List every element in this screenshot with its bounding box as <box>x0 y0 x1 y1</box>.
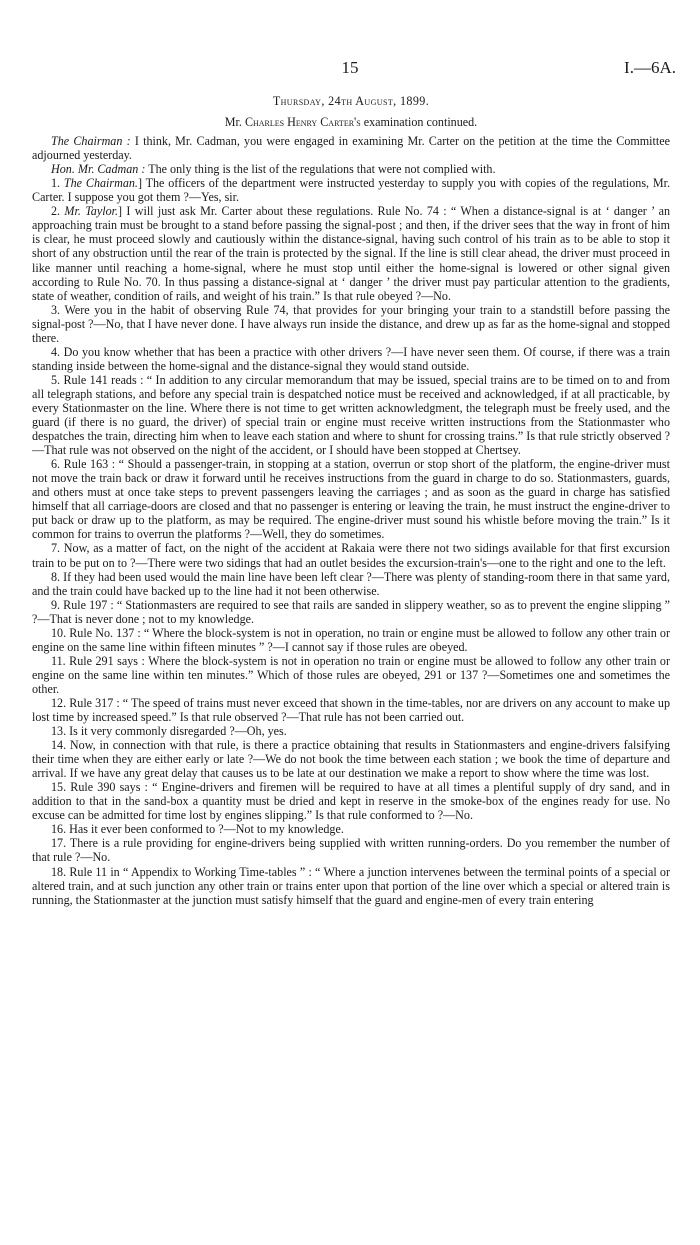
paragraph <box>32 696 670 724</box>
paragraph <box>32 654 670 696</box>
paragraph <box>32 724 670 738</box>
paragraph <box>32 598 670 626</box>
paragraph <box>32 345 670 373</box>
page-number: 15 <box>341 58 359 77</box>
date-heading: Thursday, 24th August, 1899. <box>272 94 430 108</box>
transcript-body <box>32 134 670 907</box>
paragraph <box>32 822 670 836</box>
paragraph-text: 4. Do you know whether that has been a practice with other drivers ?—I have never seen them. Of course, if there was a train standing inside between the home-signal and the distance-signal they would stand outside. <box>32 344 670 373</box>
paragraph <box>32 303 670 345</box>
paragraph <box>32 457 670 541</box>
witness-name: Charles Henry Carter's <box>244 115 361 130</box>
paragraph-text: 15. Rule 390 says : “ Engine-drivers and firemen will be required to have at all times a plentiful supply of dry sand, and in addition to that in the sand-box a quantity must be dried and kept in reserve in the smoke-box of the engines ready for use. No excuse can be admitted for time lost by engines slipping.” Is that rule conformed to ?—No. <box>32 780 670 823</box>
paragraph-text: 14. Now, in connection with that rule, is there a practice obtaining that results in Stationmasters and engine-drivers falsifying their time when they are either early or late ?—We do not book the time between each station ; we book the time of departure and arrival. If we have any great delay that causes us to be late at our destination we make a report to show where the time was lost. <box>32 738 670 781</box>
paragraph-text: 16. Has it ever been conformed to ?—Not to my knowledge. <box>51 822 344 837</box>
paragraph-text: 3. Were you in the habit of observing Rule 74, that provides for your bringing your train to a standstill before passing the signal-post ?—No, that I have never done. I have always run inside the distance, and drew up as far as the home-signal and stopped there. <box>32 302 670 345</box>
paragraph-text: 10. Rule No. 137 : “ Where the block-system is not in operation, no train or engine must be allowed to follow any other train or engine on the same line within fifteen minutes ” ?—I cannot say if those rules are obeyed. <box>32 625 670 654</box>
paragraph-text: The only thing is the list of the regulations that were not complied with. <box>145 162 496 177</box>
paragraph-text: 6. Rule 163 : “ Should a passenger-train, in stopping at a station, overrun or stop short of the platform, the engine-driver must not move the train back or draw it forward until he receives instructions from the guard in charge to do so. Stationmasters, guards, and others must at once take steps to prevent passengers leaving the carriages ; and as soon as the guard in charge has satisfied himself that all carriage-doors are closed and that no passenger is entering or leaving the train, he must instruct the engine-driver to put back or draw up to the platform, as may be required. The engine-driver must sound his whistle before moving the train.” Is it common for trains to overrun the platforms ?—Well, they do sometimes. <box>32 457 670 542</box>
paragraph <box>32 626 670 654</box>
paragraph-text: 17. There is a rule providing for engine-drivers being supplied with written running-orders. Do you remember the number of that rule ?—No. <box>32 836 670 865</box>
subheading-prefix: Mr. <box>224 115 245 130</box>
paragraph-text: I think, Mr. Cadman, you were engaged in examining Mr. Carter on the petition at the time the Committee adjourned yesterday. <box>32 134 670 163</box>
paragraph-text: 7. Now, as a matter of fact, on the night of the accident at Rakaia were there not two sidings available for that first excursion train to be put on to ?—There were two sidings that had an outlet besides the excursion-train's—one to the right and one to the left. <box>32 541 670 570</box>
examination-subheading <box>32 115 670 129</box>
paragraph-text: 8. If they had been used would the main line have been left clear ?—There was plenty of standing-room there in that same yard, and the train could have backed up to the line had it not been otherwise. <box>32 569 670 598</box>
paragraph <box>32 865 670 907</box>
paragraph <box>32 162 670 176</box>
paragraph-text: 11. Rule 291 says : Where the block-system is not in operation no train or engine must be allowed to follow any other train or engine on the same line within ten minutes.” Which of those rules are obeyed, 291 or 137 ?—Sometimes one and sometimes the other. <box>32 653 670 696</box>
speaker: The Chairman : <box>51 134 131 149</box>
speaker: The Chairman. <box>63 176 138 191</box>
paragraph-text: 12. Rule 317 : “ The speed of trains must never exceed that shown in the time-tables, nor are drivers on any account to make up lost time by increased speed.” Is that rule observed ?—That rule has not been carried out. <box>32 695 670 725</box>
paragraph <box>32 836 670 864</box>
document-reference: I.—6A. <box>624 58 676 77</box>
paragraph-text: 18. Rule 11 in “ Appendix to Working Time-tables ” : “ Where a junction intervenes between the terminal points of a special or altered train, and at such junction any other train or trains enter upon that portion of the line over which a special or altered train is running, the Stationmaster at the junction must satisfy himself that the guard and engine-men of every train entering <box>32 864 670 907</box>
paragraph <box>32 373 670 457</box>
paragraph <box>32 541 670 569</box>
question-number: 2. <box>51 204 65 219</box>
paragraph <box>32 176 670 204</box>
paragraph <box>32 780 670 822</box>
paragraph-text: 13. Is it very commonly disregarded ?—Oh, yes. <box>51 724 287 739</box>
paragraph <box>32 204 670 302</box>
paragraph <box>32 134 670 162</box>
paragraph-text: 5. Rule 141 reads : “ In addition to any circular memorandum that may be issued, special trains are to be timed on to and from all telegraph stations, and before any special train is despatched notice must be received and acknowledged, if at all practicable, by every Stationmaster on the line. Where there is not time to get written acknowledgment, the telegraph must be freely used, and the guard (if there is no guard, the driver) of special train or engine must receive written instructions from the Stationmaster who despatches the train, directing him when to leave each station and where to shunt for crossing trains.” Is that rule strictly observed ?—That rule was not observed on the night of the accident, or I should have been stopped at Chertsey. <box>32 372 670 458</box>
paragraph-text: 9. Rule 197 : “ Stationmasters are required to see that rails are sanded in slippery weather, so as to prevent the engine slipping ” ?—That is never done ; not to my knowledge. <box>32 597 670 626</box>
subheading-suffix: examination continued. <box>360 115 478 130</box>
question-number: 1. <box>51 176 64 191</box>
speaker: Mr. Taylor. <box>64 204 119 219</box>
paragraph <box>32 738 670 780</box>
speaker: Hon. Mr. Cadman : <box>51 162 146 177</box>
paragraph-text: ] I will just ask Mr. Carter about these regulations. Rule No. 74 : “ When a distance-signal is at ‘ danger ’ an approaching train must be brought to a stand before passing the signal-post ; and then, if the driver sees that the way in front of him is clear, he must proceed slowly and cautiously within the distance-signal, having such control of his train as to be able to stop it short of any obstruction until the rear of the train is protected by the signal. If the line is still clear ahead, the driver must proceed in like manner until reaching a home-signal, where he must stop until either the home-signal is lowered or other signal given according to Rule No. 70. In thus passing a distance-signal at ‘ danger ’ the driver must pay particular attention to the gradients, state of weather, condition of rails, and weight of his train.” Is that rule obeyed ?—No. <box>32 204 671 303</box>
paragraph <box>32 570 670 598</box>
paragraph-text: ] The officers of the department were instructed yesterday to supply you with copies of the regulations, Mr. Carter. I suppose you got them ?—Yes, sir. <box>32 176 671 205</box>
